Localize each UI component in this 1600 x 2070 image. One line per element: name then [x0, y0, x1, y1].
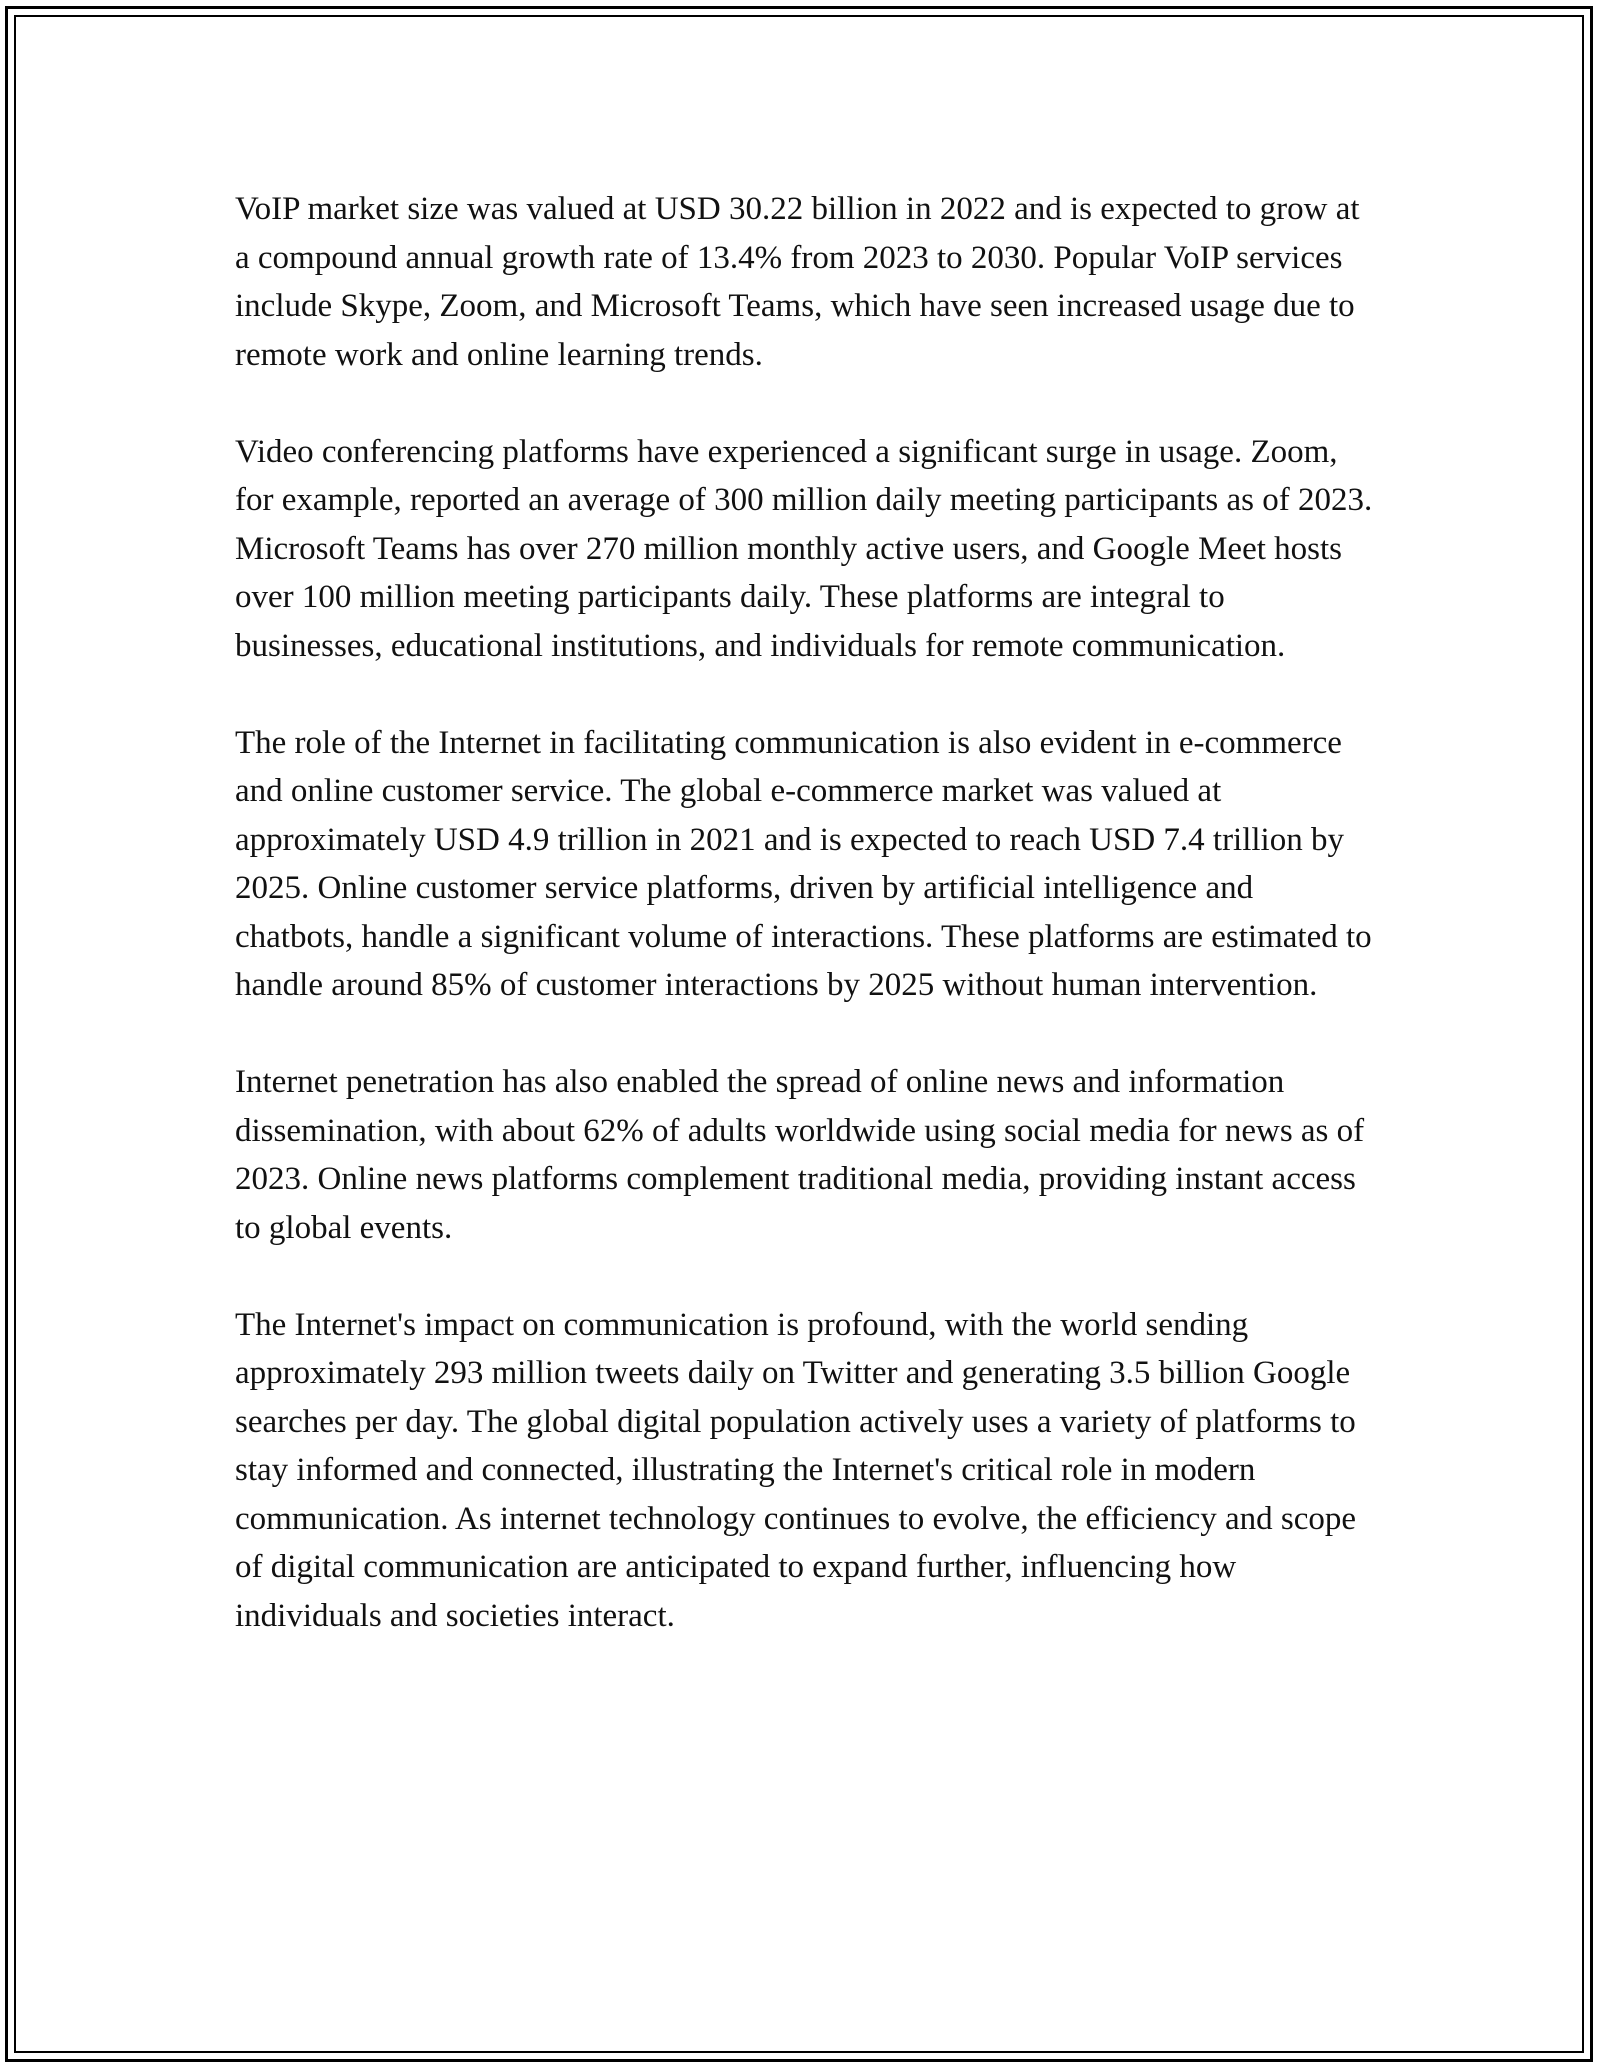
document-body — [235, 185, 1375, 1689]
paragraph-voip-market: VoIP market size was valued at USD 30.22 billion in 2022 and is expected to grow at a compound annual growth rate of 13.4% from 2023 to 2030. Popular VoIP services include Skype, Zoom, and Microsoft Teams, which have seen increased usage due to remote work and online learning trends. — [235, 191, 1360, 373]
paragraph-video-conferencing: Video conferencing platforms have experienced a significant surge in usage. Zoom, for example, reported an average of 300 million daily meeting participants as of 2023. Microsoft Teams has over 270 million monthly active users, and Google Meet hosts over 100 million meeting participants daily. These platforms are integral to businesses, educational institutions, and individuals for remote communication. — [235, 433, 1373, 664]
paragraph-online-news: Internet penetration has also enabled the spread of online news and information dissemination, with about 62% of adults worldwide using social media for news as of 2023. Online news platforms complement traditional media, providing instant access to global events. — [235, 1064, 1365, 1246]
paragraph-ecommerce: The role of the Internet in facilitating communication is also evident in e-commerce and online customer service. The global e-commerce market was valued at approximately USD 4.9 trillion in 2021 and is expected to reach USD 7.4 trillion by 2025. Online customer service platforms, driven by artificial intelligence and chatbots, handle a significant volume of interactions. These platforms are estimated to handle around 85% of customer interactions by 2025 without human intervention. — [235, 724, 1372, 1003]
paragraph-internet-impact: The Internet's impact on communication is profound, with the world sending approximately 293 million tweets daily on Twitter and generating 3.5 billion Google searches per day. The global digital population actively uses a variety of platforms to stay informed and connected, illustrating the Internet's critical role in modern communication. As internet technology continues to evolve, the efficiency and scope of digital communication are anticipated to expand further, influencing how individuals and societies interact. — [235, 1306, 1357, 1634]
